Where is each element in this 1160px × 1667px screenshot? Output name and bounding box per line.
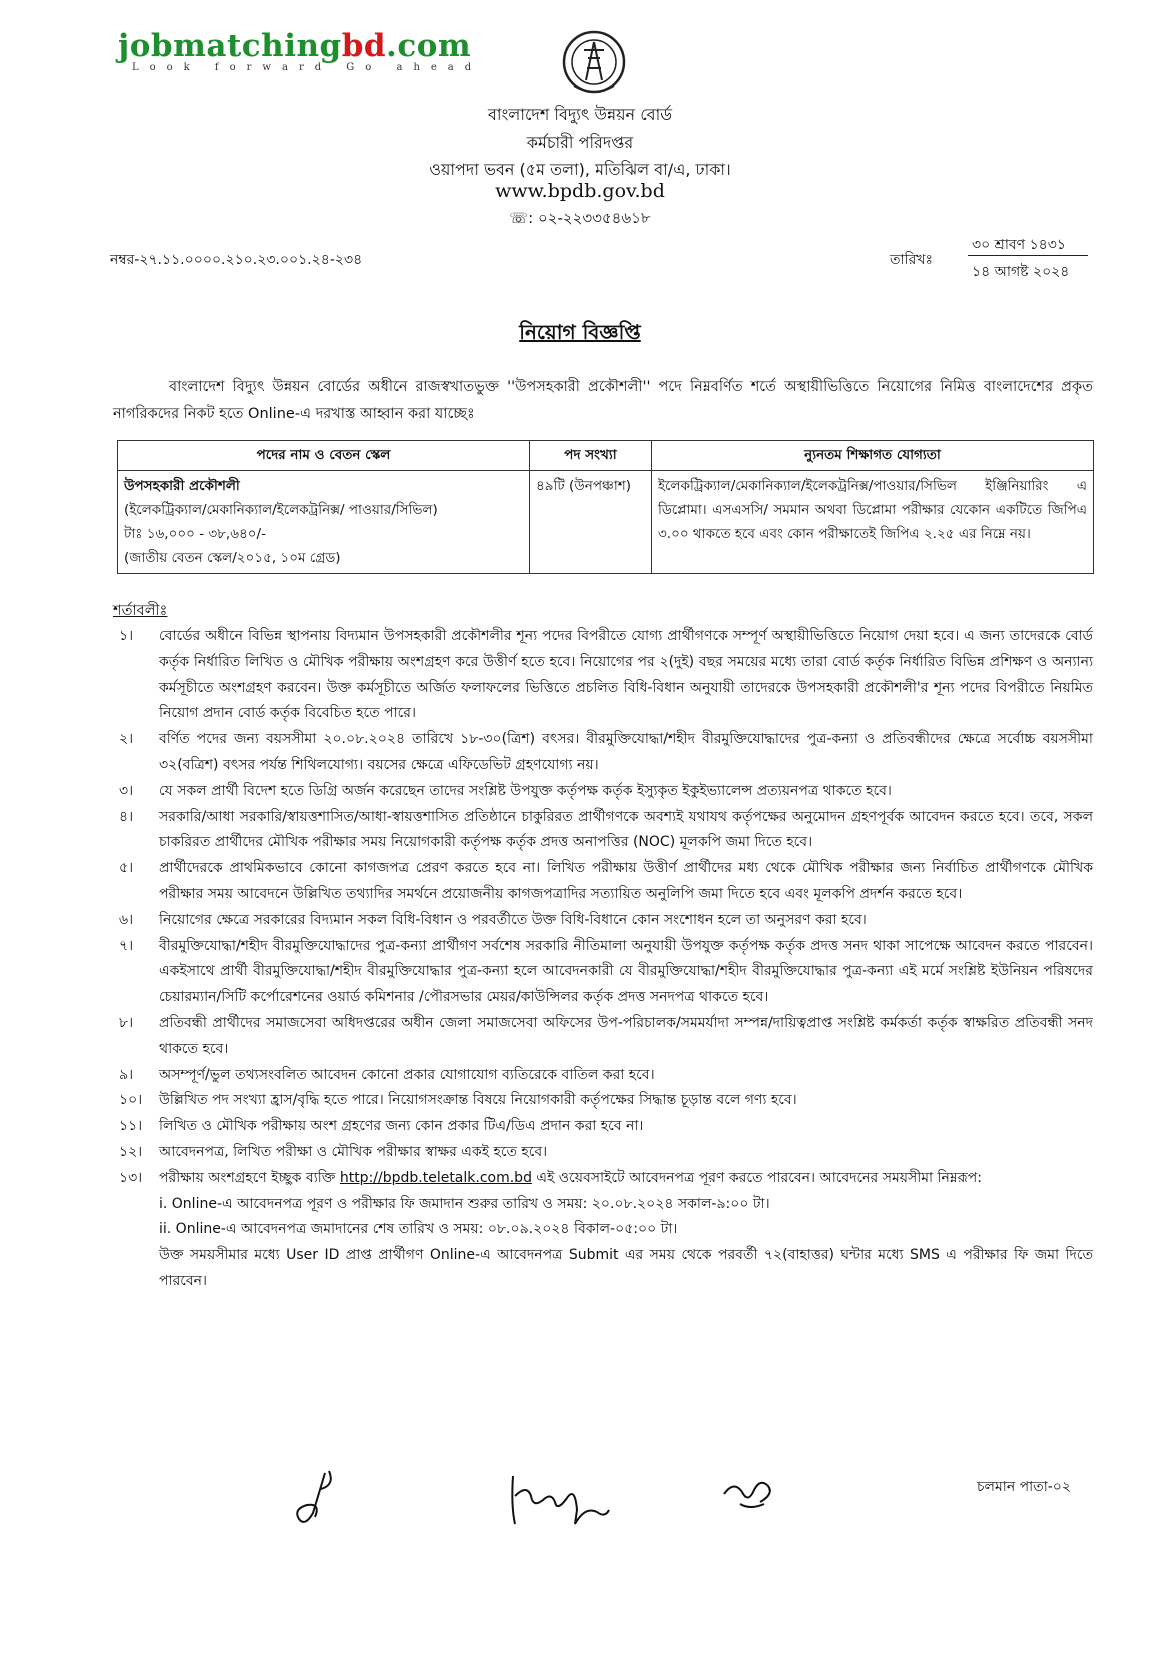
list-item: ১। বোর্ডের অধীনে বিভিন্ন স্থাপনায় বিদ্যমান উপসহকারী প্রকৌশলীর শূন্য পদের বিপরীতে যোগ্য প্রার্থীগণকে সম্পূর্ণ অস্থায়ীভিত্তিতে নিয়োগ দেয়া হবে। এ জন্য তাদেরকে বোর্ড কর্তৃক নির্ধারিত লিখিত ও মৌখিক পরীক্ষায় অংশগ্রহণ করে উত্তীর্ণ হতে হবে। নিয়োগের পর ২(দুই) বছর সময়ের মধ্যে তারা বোর্ড কর্তৃক নির্ধারিত বিভিন্ন প্রশিক্ষণ ও অন্যান্য কর্মসূচীতে অংশগ্রহণ করবেন। উক্ত কর্মসূচীতে অর্জিত ফলাফলের ভিত্তিতে প্রচলিত বিধি-বিধান অনুযায়ী তাদেরকে উপসহকারী প্রকৌশলী'র শূন্য পদের বিপরীতে নিয়মিত নিয়োগ প্রদান বোর্ড কর্তৃক বিবেচিত হতে পারে। — [119, 628, 1093, 722]
column-header: ন্যুনতম শিক্ষাগত যোগ্যতা — [652, 441, 1094, 471]
list-item: ১০। উল্লিখিত পদ সংখ্যা হ্রাস/বৃদ্ধি হতে পারে। নিয়োগসংক্রান্ত বিষয়ে নিয়োগকারী কর্তৃপক্ষের সিদ্ধান্ত চূড়ান্ত বলে গণ্য হবে। — [119, 1092, 797, 1109]
column-header: পদের নাম ও বেতন স্কেল — [118, 441, 530, 471]
post-count: ৪৯টি (উনপঞ্চাশ) — [530, 471, 652, 574]
signature-3 — [720, 1474, 780, 1514]
list-item: ৫। প্রার্থীদেরকে প্রাথমিকভাবে কোনো কাগজপত্র প্রেরণ করতে হবে না। লিখিত পরীক্ষায় উত্তীর্ণ প্রার্থীদের মধ্য থেকে মৌখিক পরীক্ষার জন্য নির্বাচিত প্রার্থীগণকে মৌখিক পরীক্ষার সময় আবেদনে উল্লিখিত তথ্যাদির সমর্থনে প্রয়োজনীয় কাগজপত্রাদির সত্যায়িত অনুলিপি জমা দিতে হবে এবং মূলকপি প্রদর্শন করতে হবে। — [119, 860, 1093, 902]
list-item: ১২। আবেদনপত্র, লিখিত পরীক্ষা ও মৌখিক পরীক্ষার স্বাক্ষর একই হতে হবে। — [119, 1143, 548, 1160]
post-cell — [118, 471, 530, 574]
application-link[interactable]: http://bpdb.teletalk.com.bd — [339, 1169, 532, 1186]
website-url: www.bpdb.gov.bd — [495, 180, 665, 202]
post-qualification: ইলেকট্রিক্যাল/মেকানিক্যাল/ইলেকট্রনিক্স/পাওয়ার/সিভিল ইঞ্জিনিয়ারিং এ ডিপ্লোমা। এসএসসি/ সমমান অথবা ডিপ্লোমা পরীক্ষার যেকোন একটিতে জিপিএ ৩.০০ থাকতে হবে এবং কোন পরীক্ষাতেই জিপিএ ২.২৫ এর নিম্নে নয়। — [652, 471, 1094, 574]
phone-number: ☏: ০২-২২৩৩৫৪৬১৮ — [509, 209, 651, 227]
column-header: পদ সংখ্যা — [530, 441, 652, 471]
notice-title: নিয়োগ বিজ্ঞপ্তি — [519, 320, 641, 344]
fee-payment-note: উক্ত সময়সীমার মধ্যে User ID প্রাপ্ত প্রার্থীগণ Online-এ আবেদনপত্র Submit এর সময় থেকে পরবর্তী ৭২(বাহাত্তর) ঘন্টার মধ্যে SMS এ পরীক্ষার ফি জমা দিতে পারবেন। — [159, 1247, 1093, 1289]
application-start: i. Online-এ আবেদনপত্র পূরণ ও পরীক্ষার ফি জমাদান শুরুর তারিখ ও সময়: ২০.০৮.২০২৪ সকাল-৯:০০ টা। — [159, 1195, 770, 1212]
post-name: উপসহকারী প্রকৌশলী — [124, 478, 240, 494]
list-item: ৭। বীরমুক্তিযোদ্ধা/শহীদ বীরমুক্তিযোদ্ধাদের পুত্র-কন্যা প্রার্থীগণ সর্বশেষ সরকারি নীতিমালা অনুযায়ী উপযুক্ত কর্তৃপক্ষ কর্তৃক প্রদত্ত সনদ থাকা সাপেক্ষে আবেদন করতে পারবেন। একইসাথে প্রার্থী বীরমুক্তিযোদ্ধা/শহীদ বীরমুক্তিযোদ্ধার পুত্র-কন্যা হলে আবেদনকারী যে বীরমুক্তিযোদ্ধা/শহীদ বীরমুক্তিযোদ্ধার পুত্র-কন্যা এই মর্মে সংশ্লিষ্ট ইউনিয়ন পরিষদের চেয়ারম্যান/সিটি কর্পোরেশনের ওয়ার্ড কমিশনার /পৌরসভার মেয়র/কাউন্সিলর কর্তৃক প্রদত্ত সনদপত্র থাকতে হবে। — [119, 937, 1093, 1006]
conditions-heading: শর্তাবলীঃ — [113, 603, 168, 619]
memo-number: নম্বর-২৭.১১.০০০০.২১০.২৩.০০১.২৪-২৩৪ — [110, 252, 363, 268]
date-divider — [968, 255, 1088, 256]
posts-table — [117, 440, 1094, 574]
list-item: ১৩। পরীক্ষায় অংশগ্রহণে ইচ্ছুক ব্যক্তি http://bpdb.teletalk.com.bd এই ওয়েবসাইটে আবেদনপত্র পূরণ করতে পারবেন। আবেদনের সময়সীমা নিম্নরূপ: i. Online-এ আবেদনপত্র পূরণ ও পরীক্ষার ফি জমাদান শুরুর তারিখ ও সময়: ২০.০৮.২০২৪ সকাল-৯:০০ টা। ii. Online-এ আবেদনপত্র জমাদানের শেষ তারিখ ও সময়: ০৮.০৯.২০২৪ বিকাল-০৫:০০ টা। উক্ত সময়সীমার মধ্যে User ID প্রাপ্ত প্রার্থীগণ Online-এ আবেদনপত্র Submit এর সময় থেকে পরবর্তী ৭২(বাহাত্তর) ঘন্টার মধ্যে SMS এ পরীক্ষার ফি জমা দিতে পারবেন। — [113, 1166, 1093, 1295]
list-item: ৯। অসম্পূর্ণ/ভুল তথ্যসংবলিত আবেদন কোনো প্রকার যোগাযোগ ব্যতিরেকে বাতিল করা হবে। — [119, 1066, 655, 1083]
conditions-list — [113, 624, 1093, 1295]
list-item: ৪। সরকারি/আধা সরকারি/স্বায়ত্তশাসিত/আধা-স্বায়ত্তশাসিত প্রতিষ্ঠানে চাকুরিরত প্রার্থীগণকে অবশ্যই যথাযথ কর্তৃপক্ষের অনুমোদন গ্রহণপূর্বক আবেদন করতে হবে। তবে, সকল চাকরিরত প্রার্থীদের মৌখিক পরীক্ষার সময় নিয়োগকারী কর্তৃপক্ষ কর্তৃক প্রদত্ত অনাপত্তির (NOC) মূলকপি জমা দিতে হবে। — [119, 808, 1093, 851]
application-deadline: ii. Online-এ আবেদনপত্র জমাদানের শেষ তারিখ ও সময়: ০৮.০৯.২০২৪ বিকাল-০৫:০০ টা। — [159, 1221, 678, 1238]
post-disciplines: (ইলেকট্রিক্যাল/মেকানিক্যাল/ইলেকট্রনিক্স/ পাওয়ার/সিভিল) — [124, 502, 438, 518]
signature-2 — [505, 1466, 615, 1536]
table-row — [118, 471, 1094, 574]
date-bangla: ৩০ শ্রাবণ ১৪৩১ — [972, 237, 1066, 253]
site-brand: jobmatchingbd.com — [118, 28, 472, 64]
office-address: ওয়াপদা ভবন (৫ম তলা), মতিঝিল বা/এ, ঢাকা। — [429, 160, 731, 179]
date-label: তারিখঃ — [890, 252, 933, 268]
list-item: ৬। নিয়োগের ক্ষেত্রে সরকারের বিদ্যমান সকল বিধি-বিধান ও পরবর্তীতে উক্ত বিধি-বিধানে কোন সংশোধন হলে তা অনুসরণ করা হবে। — [119, 911, 867, 928]
post-pay: টাঃ ১৬,০০০ - ৩৮,৬৪০/- — [124, 526, 266, 542]
org-name: বাংলাদেশ বিদ্যুৎ উন্নয়ন বোর্ড — [487, 105, 673, 124]
date-english: ১৪ আগষ্ট ২০২৪ — [972, 264, 1070, 280]
list-item: ৮। প্রতিবন্ধী প্রার্থীদের সমাজসেবা অধিদপ্তরের অধীন জেলা সমাজসেবা অফিসের উপ-পরিচালক/সমমর্যাদা সম্পন্ন/দায়িত্বপ্রাপ্ত সংশ্লিষ্ট কর্মকর্তা কর্তৃক স্বাক্ষরিত প্রতিবন্ধী সনদ থাকতে হবে। — [119, 1014, 1093, 1057]
list-item: ২। বর্ণিত পদের জন্য বয়সসীমা ২০.০৮.২০২৪ তারিখে ১৮-৩০(ত্রিশ) বৎসর। বীরমুক্তিযোদ্ধা/শহীদ বীরমুক্তিযোদ্ধাদের পুত্র-কন্যা ও প্রতিবন্ধীদের ক্ষেত্রে সর্বোচ্চ বয়সসীমা ৩২(বত্রিশ) বৎসর পর্যন্ত শিথিলযোগ্য। বয়সের ক্ষেত্রে এফিডেভিট গ্রহণযোগ্য নয়। — [119, 731, 1093, 773]
page-continues-label: চলমান পাতা-০২ — [977, 1479, 1072, 1495]
post-scale: (জাতীয় বেতন স্কেল/২০১৫, ১০ম গ্রেড) — [124, 550, 341, 566]
site-tagline: Look forward Go ahead — [132, 62, 483, 73]
intro-paragraph: বাংলাদেশ বিদ্যুৎ উন্নয়ন বোর্ডের অধীনে রাজস্বখাতভুক্ত ''উপসহকারী প্রকৌশলী'' পদে নিম্নবর্ণিত শর্তে অস্থায়ীভিত্তিতে নিয়োগের নিমিত্ত বাংলাদেশের প্রকৃত নাগরিকদের নিকট হতে Online-এ দরখাস্ত আহ্বান করা যাচ্ছেঃ — [113, 379, 1093, 422]
bpdb-emblem-icon — [560, 28, 628, 100]
list-item: ১১। লিখিত ও মৌখিক পরীক্ষায় অংশ গ্রহণের জন্য কোন প্রকার টিএ/ডিএ প্রদান করা হবে না। — [119, 1118, 644, 1135]
signature-1 — [285, 1465, 355, 1535]
department-name: কর্মচারী পরিদপ্তর — [526, 133, 634, 152]
table-header-row — [118, 441, 1094, 471]
list-item: ৩। যে সকল প্রার্থী বিদেশ হতে ডিগ্রি অর্জন করেছেন তাদের সংশ্লিষ্ট উপযুক্ত কর্তৃপক্ষ কর্তৃক ইস্যুকৃত ইকুইভ্যালেন্স প্রত্যয়নপত্র থাকতে হবে। — [119, 782, 892, 799]
